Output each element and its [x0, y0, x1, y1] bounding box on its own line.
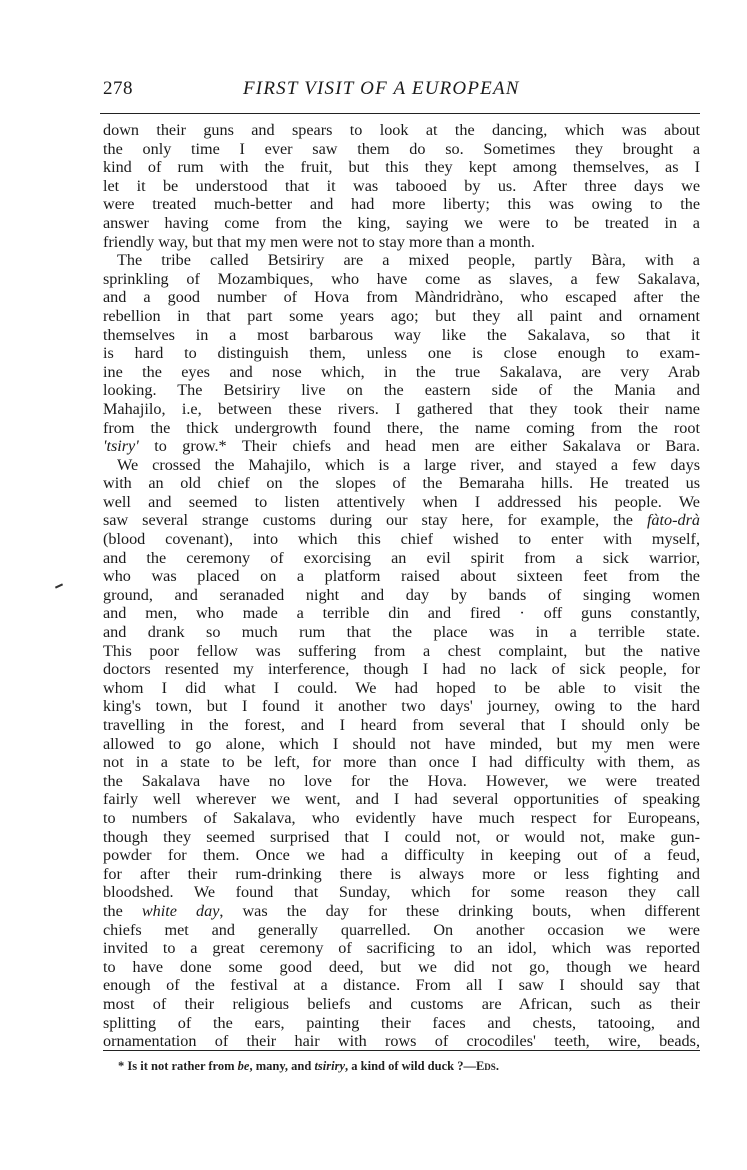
- text-line: the Sakalava have no love for the Hova. However, we were treated: [103, 771, 700, 790]
- text-run: saw several strange customs during our stay here, for example, the: [103, 511, 647, 530]
- text-run: the: [103, 901, 142, 920]
- italic-word: fàto-drà: [646, 511, 700, 530]
- footnote-text: Is it not rather from: [124, 1059, 238, 1073]
- text-line: the only time I ever saw them do so. Sometimes they brought a: [103, 139, 700, 158]
- text-line: though they seemed surprised that I could not, or would not, make gun-: [103, 827, 700, 846]
- text-line: ornamentation of their hair with rows of crocodiles' teeth, wire, beads,: [103, 1032, 700, 1051]
- text-line: and a good number of Hova from Màndridràno, who escaped after the: [103, 288, 700, 307]
- text-line: and the ceremony of exorcising an evil spirit from a sick warrior,: [103, 548, 700, 567]
- text-line: from the thick undergrowth found there, the name coming from the root: [103, 418, 700, 437]
- text-line: most of their religious beliefs and customs are African, such as their: [103, 994, 700, 1013]
- text-line: invited to a great ceremony of sacrificing to an idol, which was reported: [103, 939, 700, 958]
- footnote-text: .: [495, 1059, 499, 1073]
- text-line: ine the eyes and nose which, in the true Sakalava, are very Arab: [103, 362, 700, 381]
- footnote-rule: [103, 1050, 700, 1051]
- text-line: to have done some good deed, but we did not go, though we heard: [103, 957, 700, 976]
- text-line: for after their rum-drinking there is always more or less fighting and: [103, 864, 700, 883]
- footnote-editors: Eds: [475, 1059, 496, 1073]
- text-line: doctors resented my interference, though I had no lack of sick people, for: [103, 660, 700, 679]
- text-line: with an old chief on the slopes of the Bemaraha hills. He treated us: [103, 474, 700, 493]
- text-line: well and seemed to listen attentively when I addressed his people. We: [103, 492, 700, 511]
- running-head: FIRST VISIT OF A EUROPEAN: [243, 78, 520, 99]
- footnote-italic: tsiriry: [314, 1059, 346, 1073]
- text-line: to numbers of Sakalava, who evidently have much respect for Europeans,: [103, 808, 700, 827]
- text-line: chiefs met and generally quarrelled. On another occasion we were: [103, 920, 700, 939]
- text-line: and men, who made a terrible din and fired · off guns constantly,: [103, 604, 700, 623]
- text-line: (blood covenant), into which this chief wished to enter with myself,: [103, 530, 700, 549]
- text-line: and drank so much rum that the place was in a terrible state.: [103, 623, 700, 642]
- text-line: [103, 437, 700, 456]
- text-line: looking. The Betsiriry live on the eastern side of the Mania and: [103, 381, 700, 400]
- text-line: splitting of the ears, painting their faces and chests, tatooing, and: [103, 1013, 700, 1032]
- text-line: [103, 511, 700, 530]
- text-line: Mahajilo, i.e, between these rivers. I gathered that they took their name: [103, 399, 700, 418]
- text-line: rebellion in that part some years ago; but they all paint and ornament: [103, 306, 700, 325]
- text-line: were treated much-better and had more liberty; this was owing to the: [103, 195, 700, 214]
- footnote: [118, 1058, 499, 1074]
- page-header: [103, 78, 700, 106]
- body-text: [103, 121, 700, 1051]
- text-line: enough of the festival at a distance. From all I saw I should say that: [103, 976, 700, 995]
- footnote-italic: be: [237, 1059, 250, 1073]
- margin-pencil-mark: [55, 583, 63, 588]
- text-run: to grow.* Their chiefs and head men are either Sakalava or Bara.: [138, 437, 700, 456]
- text-line: kind of rum with the fruit, but this they kept among themselves, as I: [103, 158, 700, 177]
- text-line: bloodshed. We found that Sunday, which for some reason they call: [103, 883, 700, 902]
- text-run: , was the day for these drinking bouts, when different: [219, 901, 700, 920]
- text-line: This poor fellow was suffering from a chest complaint, but the native: [103, 641, 700, 660]
- italic-word: 'tsiry': [103, 437, 139, 456]
- text-line: powder for them. Once we had a difficulty in keeping out of a feud,: [103, 846, 700, 865]
- italic-word: white day: [141, 901, 220, 920]
- footnote-text: , a kind of wild duck ?—: [345, 1059, 476, 1073]
- header-rule: [100, 113, 700, 114]
- paragraph-start-line: We crossed the Mahajilo, which is a large river, and stayed a few days: [117, 455, 700, 474]
- text-line: who was placed on a platform raised about sixteen feet from the: [103, 567, 700, 586]
- text-line: whom I did what I could. We had hoped to be able to visit the: [103, 678, 700, 697]
- text-line: let it be understood that it was tabooed by us. After three days we: [103, 176, 700, 195]
- text-line: friendly way, but that my men were not to stay more than a month.: [103, 232, 535, 251]
- text-line: [103, 902, 700, 921]
- page-number: 278: [103, 78, 133, 99]
- text-line: down their guns and spears to look at the dancing, which was about: [103, 121, 700, 139]
- text-line: king's town, but I found it another two days' journey, owing to the hard: [103, 697, 700, 716]
- text-line: travelling in the forest, and I heard from several that I should only be: [103, 716, 700, 734]
- text-line: answer having come from the king, saying we were to be treated in a: [103, 213, 700, 232]
- text-line: allowed to go alone, which I should not have minded, but my men were: [103, 734, 700, 753]
- paragraph-start-line: The tribe called Betsiriry are a mixed people, partly Bàra, with a: [117, 251, 700, 270]
- footnote-marker: *: [118, 1059, 125, 1073]
- text-line: themselves in a most barbarous way like the Sakalava, so that it: [103, 325, 700, 344]
- footnote-text: , many, and: [249, 1059, 315, 1073]
- text-line: not in a state to be left, for more than once I had difficulty with them, as: [103, 753, 700, 772]
- text-line: ground, and seranaded night and day by bands of singing women: [103, 585, 700, 604]
- text-line: fairly well wherever we went, and I had several opportunities of speaking: [103, 790, 700, 809]
- text-line: sprinkling of Mozambiques, who have come as slaves, a few Sakalava,: [103, 269, 700, 288]
- text-line: is hard to distinguish them, unless one is close enough to exam-: [103, 344, 700, 363]
